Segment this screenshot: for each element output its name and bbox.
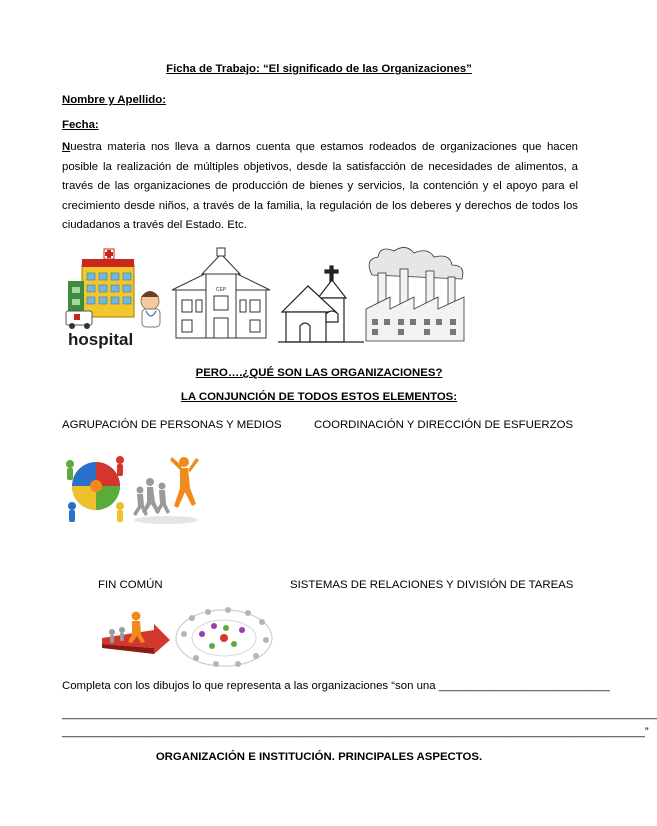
factory-illustration [364, 245, 470, 345]
page-title: Ficha de Trabajo: “El significado de las Organizaciones” [166, 63, 472, 75]
label-systems: SISTEMAS DE RELACIONES Y DIVISIÓN DE TAREAS [290, 579, 574, 591]
runners-illustration [130, 452, 204, 528]
answer-line-2[interactable]: ____________________________________________________________________________________________” [62, 726, 649, 738]
subheading: LA CONJUNCIÓN DE TODOS ESTOS ELEMENTOS: [180, 391, 458, 403]
date-label: Fecha: [62, 119, 99, 131]
name-label: Nombre y Apellido: [62, 94, 167, 106]
hospital-text: hospital [68, 330, 134, 349]
goal-arrow-illustration [98, 610, 172, 666]
church-illustration [278, 258, 364, 346]
label-coordination: COORDINACIÓN Y DIRECCIÓN DE ESFUERZOS [314, 419, 574, 431]
paragraph-body: uestra materia nos lleva a darnos cuenta que estamos rodeados de organizaciones que hacen posible la realización de múltiples objetivos, desde la satisfacción de necesidades de alimentos, a través de las organizaciones de producción de bienes y servicios, la contención y el apoyo para el crecimiento desde niños, a través de la familia, la regulación de los deberes y derechos de todos los ciudadanos a través del Estado. Etc. [62, 141, 578, 232]
intro-paragraph [62, 138, 578, 236]
question-heading: PERO….¿QUÉ SON LAS ORGANIZACIONES? [195, 367, 443, 379]
exercise-prompt: Completa con los dibujos lo que representa a las organizaciones “son una ___________________________ [62, 680, 610, 692]
network-illustration [172, 604, 274, 668]
label-group-people: AGRUPACIÓN DE PERSONAS Y MEDIOS [62, 419, 282, 431]
paragraph-initial: N [62, 141, 71, 153]
school-illustration [170, 248, 272, 344]
hospital-illustration [62, 245, 170, 350]
label-common-goal: FIN COMÚN [98, 579, 163, 591]
puzzle-team-illustration [62, 452, 128, 524]
school-sign: CEP [215, 287, 227, 293]
footer-heading: ORGANIZACIÓN E INSTITUCIÓN. PRINCIPALES ASPECTOS. [155, 751, 483, 763]
answer-line-1[interactable]: ______________________________________________________________________________________________ [62, 708, 657, 720]
